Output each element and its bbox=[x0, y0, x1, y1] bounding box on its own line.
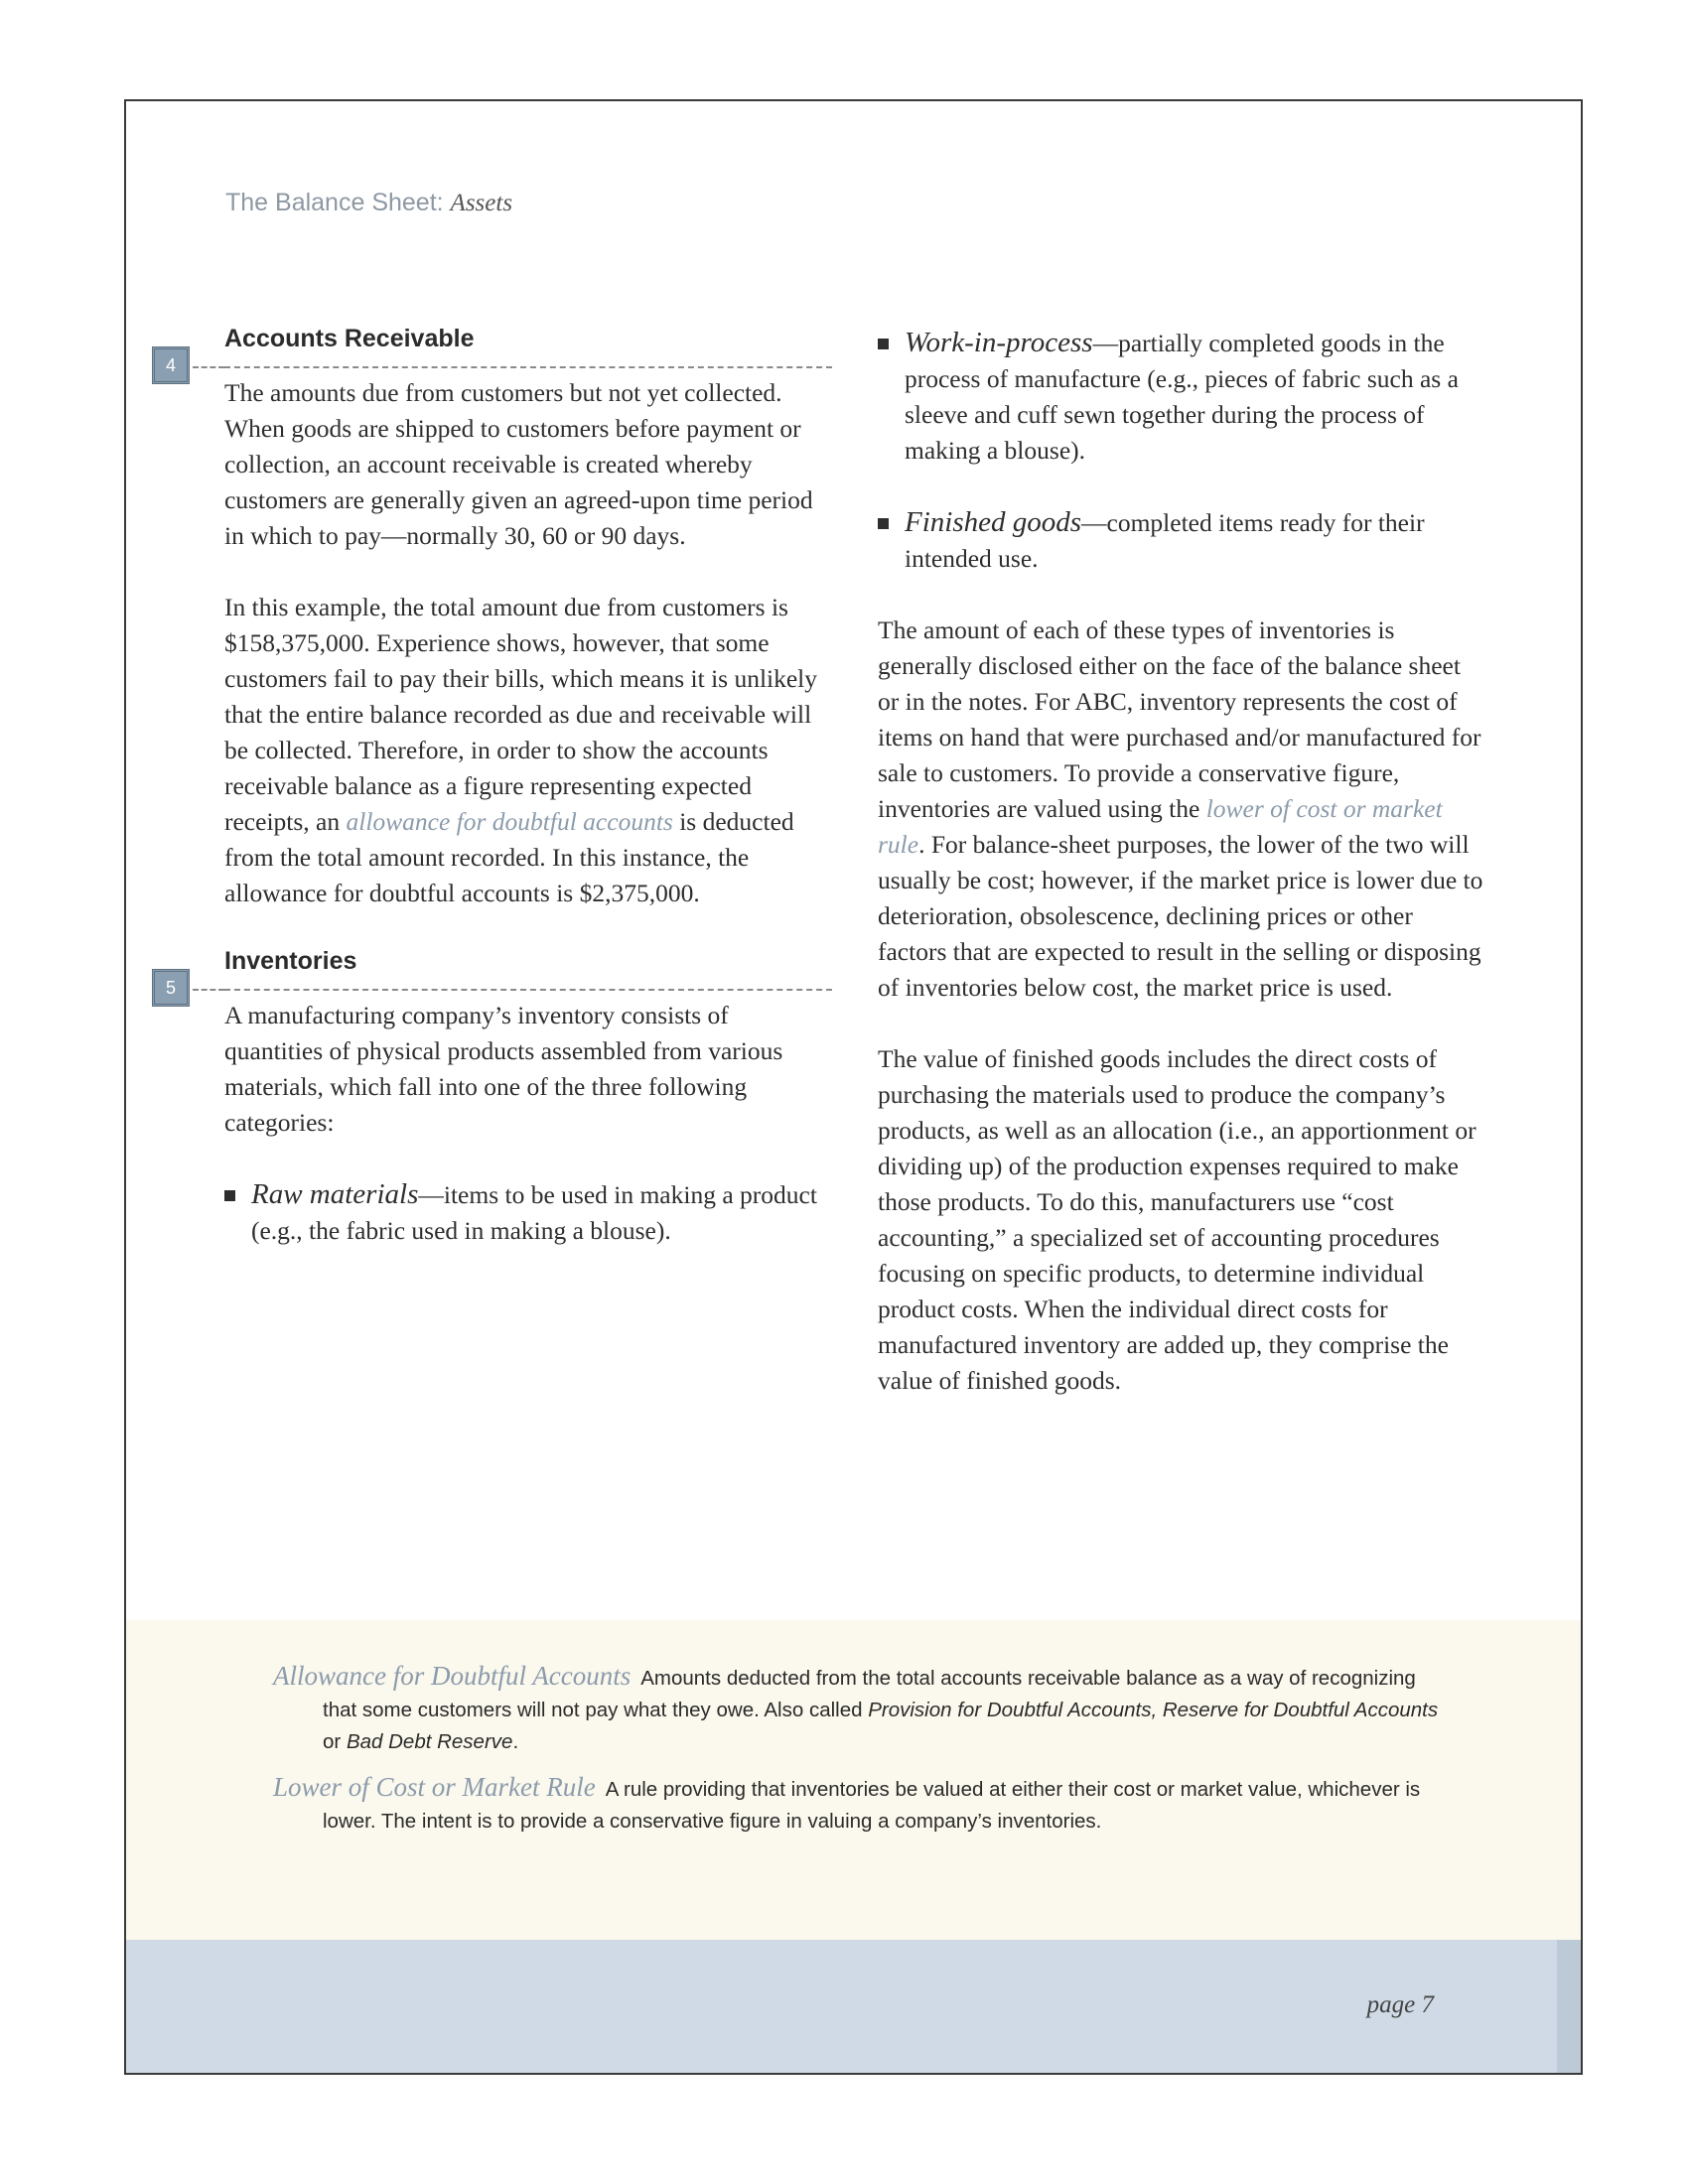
glossary-alias: Provision for Doubtful Accounts, Reserve for Doubtful Accounts bbox=[868, 1699, 1439, 1721]
glossary-definition: Amounts deducted from the total accounts receivable balance as a way of recognizing that some customers will not pay what they owe. Also called bbox=[323, 1667, 1416, 1721]
glossary-term-link[interactable]: allowance for doubtful accounts bbox=[346, 807, 673, 836]
bullet-square-icon bbox=[224, 1190, 235, 1201]
section-accounts-receivable bbox=[165, 325, 832, 911]
paragraph: The value of finished goods includes the direct costs of purchasing the materials used to produce the company’s products, as well as an allocation (i.e., an apportionment or dividing up) of the production expenses required to make those products. To do this, manufacturers use “cost accounting,” a specialized set of accounting procedures focusing on specific products, to determine individual product costs. When the individual direct costs for manufactured inventory are added up, they comprise the value of finished goods. bbox=[878, 1044, 1477, 1395]
bullet-term: Raw materials bbox=[251, 1178, 419, 1210]
paragraph-text: . For balance-sheet purposes, the lower of the two will usually be cost; however, if the market price is lower due to deterioration, obsolescence, declining prices or other factors that are expected to result in the selling or disposing of inventories below cost, the market price is used. bbox=[878, 830, 1483, 1002]
paragraph bbox=[224, 590, 832, 911]
paragraph-text: is deducted from the total amount recorded. In this instance, the allowance for doubtful accounts is $2,375,000. bbox=[224, 807, 794, 907]
section-number-badge: 5 bbox=[152, 969, 190, 1007]
bullet-list bbox=[224, 1176, 832, 1249]
footer-band bbox=[126, 1940, 1581, 2075]
paragraph-text: In this example, the total amount due from customers is $158,375,000. Experience shows, however, that some customers fail to pay their bills, which means it is unlikely that the entire balance recorded as due and receivable will be collected. Therefore, in order to show the accounts receivable balance as a figure representing expected receipts, an bbox=[224, 593, 818, 836]
section-heading: Accounts Receivable bbox=[224, 325, 475, 352]
bullet-text: —items to be used in making a product (e.g., the fabric used in making a blouse). bbox=[251, 1180, 817, 1245]
page-frame bbox=[124, 99, 1583, 2075]
paragraph: A manufacturing company’s inventory consists of quantities of physical products assembled from various materials, which fall into one of the three following categories: bbox=[224, 1001, 783, 1137]
glossary-alias: Bad Debt Reserve bbox=[346, 1730, 513, 1753]
bullet-square-icon bbox=[878, 339, 889, 349]
section-inventories bbox=[165, 947, 832, 1249]
glossary-entry bbox=[273, 1660, 1445, 1758]
bullet-term: Finished goods bbox=[905, 506, 1082, 538]
paragraph-text: The amount of each of these types of inventories is generally disclosed either on the face of the balance sheet or in the notes. For ABC, inventory represents the cost of items on hand that were purchased and/or manufactured for sale to customers. To provide a conservative figure, inventories are valued using the bbox=[878, 615, 1481, 823]
glossary-definition: or bbox=[323, 1730, 347, 1753]
section-number-badge: 4 bbox=[152, 346, 190, 384]
bullet-text: —partially completed goods in the process of manufacture (e.g., pieces of fabric such as a sleeve and cuff sewn together during the process of making a blouse). bbox=[905, 329, 1459, 465]
right-column bbox=[878, 325, 1485, 1399]
page-number: page 7 bbox=[1366, 1991, 1434, 2018]
list-item bbox=[224, 1176, 832, 1249]
dashed-rule-connector bbox=[193, 366, 224, 368]
glossary-term: Allowance for Doubtful Accounts bbox=[273, 1661, 632, 1691]
glossary-definition: A rule providing that inventories be valued at either their cost or market value, whichever is lower. The intent is to provide a conservative figure in valuing a company’s inventories. bbox=[323, 1778, 1421, 1833]
running-head-italic: Assets bbox=[450, 190, 513, 216]
glossary-term: Lower of Cost or Market Rule bbox=[273, 1772, 596, 1802]
glossary-definition: . bbox=[512, 1730, 519, 1753]
dashed-rule bbox=[224, 366, 832, 368]
bullet-list bbox=[878, 325, 1485, 577]
paragraph: The amounts due from customers but not yet collected. When goods are shipped to customers before payment or collection, an account receivable is created whereby customers are generally given an agreed-upon time period in which to pay—normally 30, 60 or 90 days. bbox=[224, 378, 813, 550]
left-column bbox=[165, 325, 832, 1249]
list-item bbox=[878, 504, 1485, 577]
glossary-entry bbox=[273, 1771, 1445, 1838]
paragraph bbox=[878, 613, 1485, 1006]
list-item bbox=[878, 325, 1485, 469]
glossary-term-link[interactable]: lower of cost or market rule bbox=[878, 794, 1443, 859]
running-head bbox=[225, 189, 512, 217]
running-head-main: The Balance Sheet: bbox=[225, 189, 444, 216]
bullet-text: —completed items ready for their intended use. bbox=[905, 508, 1425, 573]
dashed-rule bbox=[224, 989, 832, 991]
bullet-term: Work-in-process bbox=[905, 327, 1093, 358]
dashed-rule-connector bbox=[193, 989, 224, 991]
section-heading: Inventories bbox=[224, 947, 357, 975]
glossary-box bbox=[126, 1620, 1581, 1940]
footer-edge-strip bbox=[1557, 1940, 1581, 2075]
bullet-square-icon bbox=[878, 518, 889, 529]
